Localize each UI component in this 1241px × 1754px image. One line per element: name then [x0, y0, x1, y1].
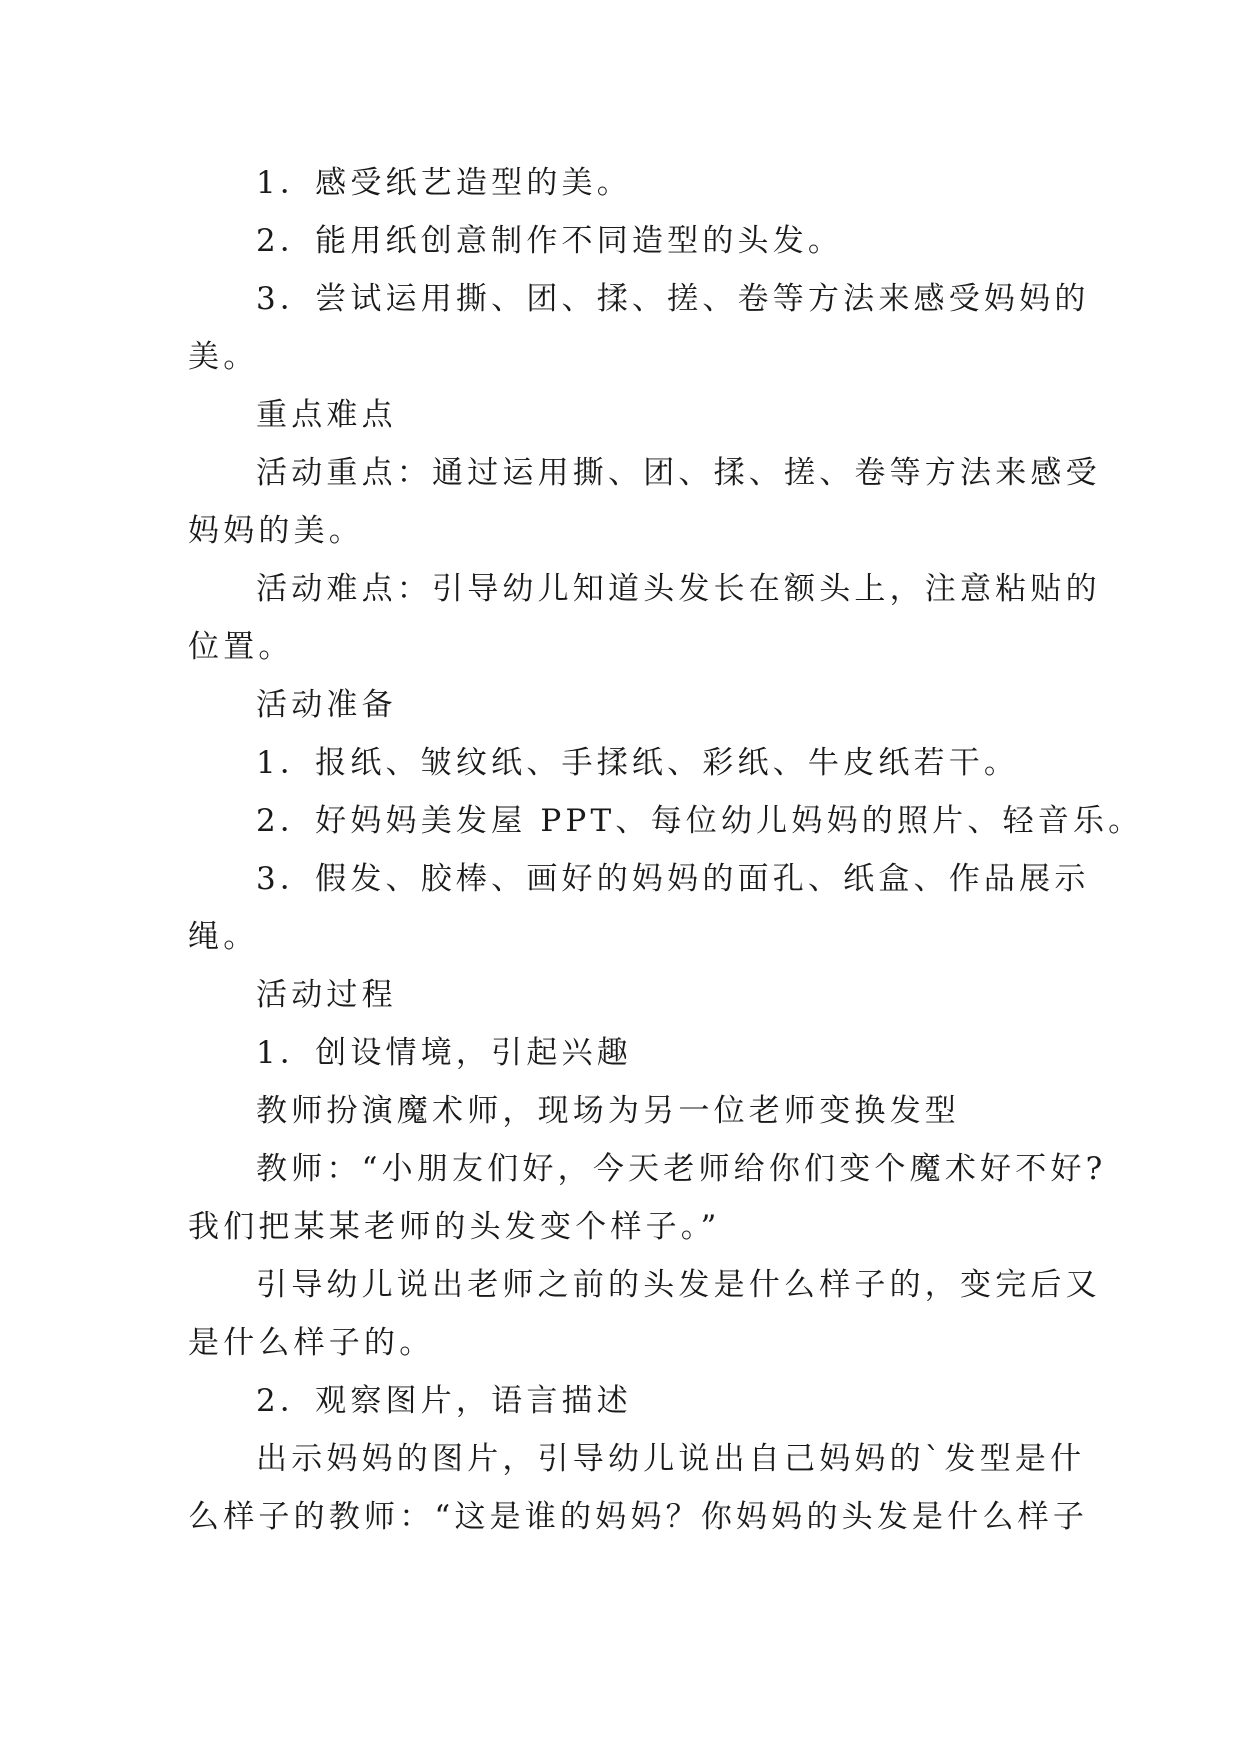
objective-3-continued: 美。	[188, 339, 259, 375]
section-heading-process: 活动过程	[256, 977, 397, 1013]
objective-1: 1．感受纸艺造型的美。	[256, 165, 632, 201]
key-point-difficulty-continued: 位置。	[188, 629, 294, 665]
process-step-1-quote: 教师：“小朋友们好，今天老师给你们变个魔术好不好?	[256, 1151, 1107, 1187]
preparation-2: 2．好妈妈美发屋 PPT、每位幼儿妈妈的照片、轻音乐。	[256, 803, 1144, 839]
preparation-1: 1．报纸、皱纹纸、手揉纸、彩纸、牛皮纸若干。	[256, 745, 1020, 781]
section-heading-key-points: 重点难点	[256, 397, 397, 433]
objective-3: 3．尝试运用撕、团、揉、搓、卷等方法来感受妈妈的	[256, 281, 1090, 317]
section-heading-preparation: 活动准备	[256, 687, 397, 723]
process-step-1-text: 教师扮演魔术师，现场为另一位老师变换发型	[256, 1093, 960, 1129]
process-step-2-text: 出示妈妈的图片，引导幼儿说出自己妈妈的`发型是什	[256, 1441, 1086, 1477]
key-point-focus-continued: 妈妈的美。	[188, 513, 364, 549]
process-step-1-quote-continued: 我们把某某老师的头发变个样子。”	[188, 1209, 721, 1245]
preparation-3: 3．假发、胶棒、画好的妈妈的面孔、纸盒、作品展示	[256, 861, 1090, 897]
process-step-1-guide: 引导幼儿说出老师之前的头发是什么样子的，变完后又	[256, 1267, 1101, 1303]
process-step-1-title: 1．创设情境，引起兴趣	[256, 1035, 632, 1071]
process-step-2-title: 2．观察图片，语言描述	[256, 1383, 632, 1419]
preparation-3-continued: 绳。	[188, 919, 259, 955]
process-step-1-guide-continued: 是什么样子的。	[188, 1325, 435, 1361]
objective-2: 2．能用纸创意制作不同造型的头发。	[256, 223, 844, 259]
process-step-2-text-continued: 么样子的教师：“这是谁的妈妈？你妈妈的头发是什么样子	[188, 1499, 1089, 1535]
key-point-focus: 活动重点：通过运用撕、团、揉、搓、卷等方法来感受	[256, 455, 1101, 491]
key-point-difficulty: 活动难点：引导幼儿知道头发长在额头上，注意粘贴的	[256, 571, 1101, 607]
